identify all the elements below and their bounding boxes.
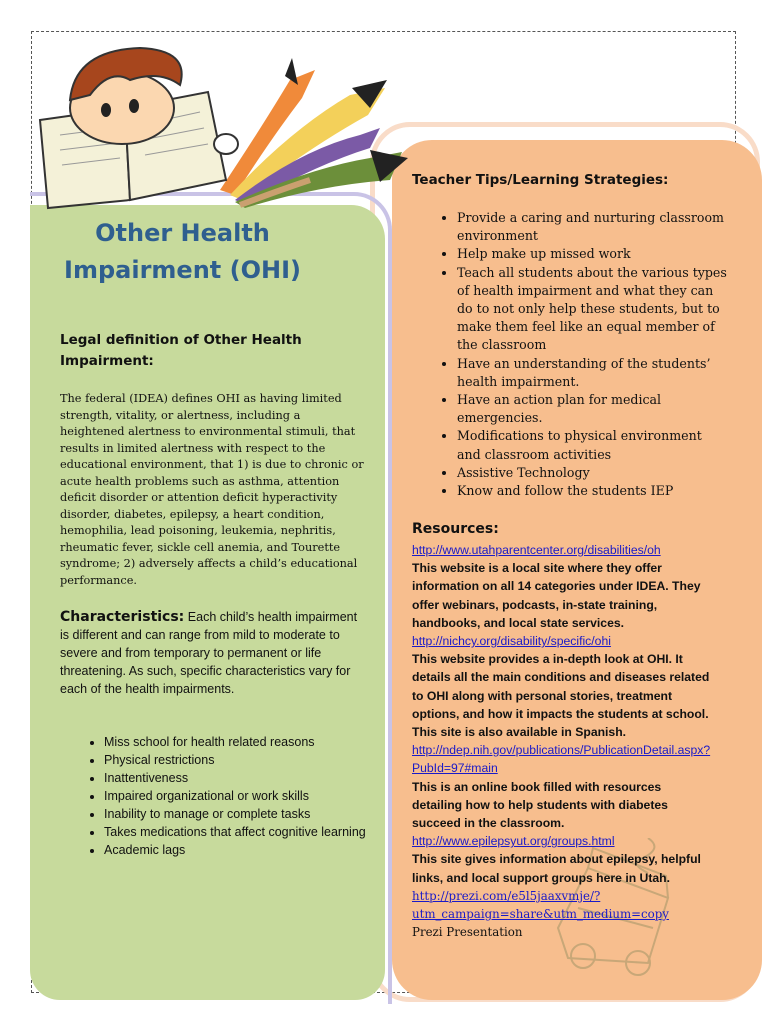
list-item: • Teach all students about the various types of health impairment and what they can do to not only help these students, but to make them feel like an equal member of the classroom [457,264,727,355]
list-item: • Have an action plan for medical emergencies. [457,391,727,427]
list-item [412,632,712,741]
list-item: • Help make up missed work [457,245,727,263]
list-item: • Inability to manage or complete tasks [104,805,384,823]
list-item: • Impaired organizational or work skills [104,787,384,805]
resource-description: This is an online book filled with resources detailing how to help students with diabetes succeed in the classroom. [412,779,668,831]
list-item [412,741,712,832]
resources-list [412,541,712,941]
definition-panel [30,205,385,1000]
resource-description: This site gives information about epilepsy, helpful links, and local support groups here in Utah. [412,852,701,885]
list-item [412,541,712,632]
list-item: • Modifications to physical environment and classroom activities [457,427,727,463]
resource-description: This website provides a in-depth look at OHI. It details all the main conditions and diseases related to OHI along with personal stories, treatment options, and how it impacts the students at school. This site is also available in Spanish. [412,652,710,740]
teacher-tips-heading: Teacher Tips/Learning Strategies: [412,172,669,188]
list-item: • Know and follow the students IEP [457,482,727,500]
list-item: • Provide a caring and nurturing classroom environment [457,209,727,245]
resource-link-utah-parent-center[interactable]: http://www.utahparentcenter.org/disabilities/oh [412,543,661,557]
colored-pencils-illustration [220,58,408,208]
characteristics-paragraph [60,608,365,698]
list-item [412,832,712,887]
list-item: • Assistive Technology [457,464,727,482]
teacher-tips-list [437,209,727,500]
reading-boy-illustration [30,40,450,210]
characteristics-text: Each child’s health impairment is different and can range from mild to moderate to severe and from temporary to permanent or life threatening. As such, specific characteristics vary for each of the health impairments. [60,610,358,696]
legal-definition-heading: Legal definition of Other Health Impairment: [60,332,302,369]
list-item: • Physical restrictions [104,751,384,769]
legal-definition-text: The federal (IDEA) defines OHI as having limited strength, vitality, or alertness, including a heightened alertness to environmental stimuli, that results in limited alertness with respect to the educational environment, that 1) is due to chronic or acute health problems such as asthma, attention deficit disorder or attention deficit hyperactivity disorder, diabetes, epilepsy, a heart condition, hemophilia, lead poisoning, leukemia, nephritis, rheumatic fever, sickle cell anemia, and Tourette syndrome; 2) adversely affects a child’s educational performance. [60,392,364,587]
page-title: Other Health Impairment (OHI) [64,219,301,284]
characteristics-list [84,733,384,859]
characteristics-heading: Characteristics: [60,609,185,625]
resource-link-epilepsy[interactable]: http://www.epilepsyut.org/groups.html [412,834,615,849]
resource-link-ndep[interactable]: http://ndep.nih.gov/publications/PublicationDetail.aspx?PubId=97#main [412,743,711,776]
list-item: • Inattentiveness [104,769,384,787]
list-item: • Miss school for health related reasons [104,733,384,751]
list-item: • Academic lags [104,841,384,859]
resource-description: This website is a local site where they offer information on all 14 categories under IDEA. They offer webinars, podcasts, in-state training, handbooks, and local state services. [412,561,701,630]
resource-description: Prezi Presentation [412,925,523,940]
resource-link-prezi[interactable]: http://prezi.com/e5l5jaaxvmje/?utm_campaign=share&utm_medium=copy [412,888,669,922]
resources-heading: Resources: [412,521,499,537]
resource-link-nichcy[interactable]: http://nichcy.org/disability/specific/ohi [412,634,611,649]
list-item [412,887,712,942]
list-item: • Takes medications that affect cognitive learning [104,823,384,841]
list-item: • Have an understanding of the students’ health impairment. [457,355,727,391]
